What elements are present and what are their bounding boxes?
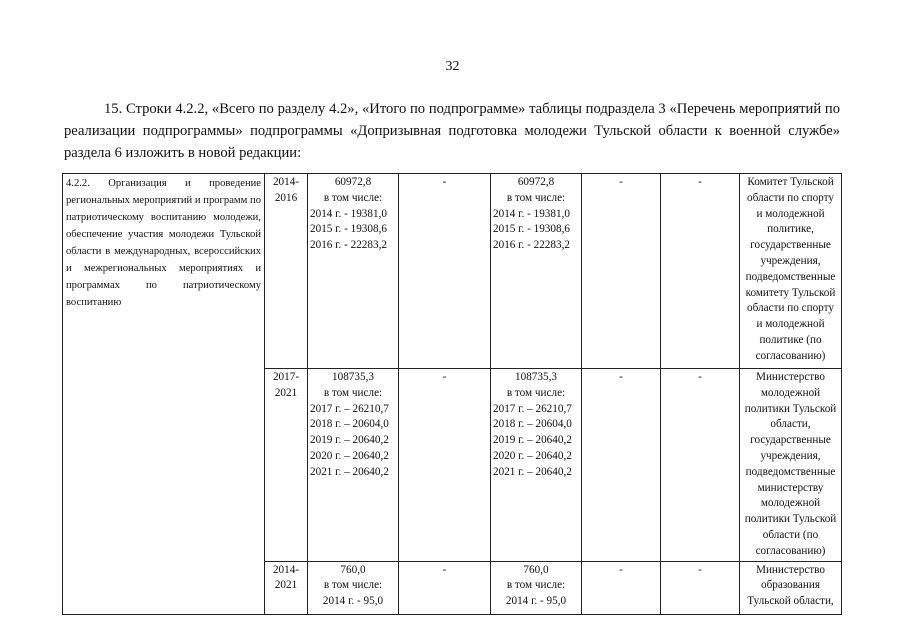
amount-year-item: 2014 г. - 19381,0 — [310, 207, 387, 220]
amount-subtitle: в том числе: — [506, 579, 566, 592]
years-cell: 2017-2021 — [265, 369, 308, 562]
amount-year-item: 2018 г. – 20604,0 — [493, 418, 572, 431]
amount-year-item: 2017 г. – 26210,7 — [493, 402, 572, 415]
executor-cell: Комитет Тульской области по спорту и молодежной политике, государственные учреждения, подведомственные комитету Тульской области по спорту и молодежной политике (по согласованию) — [740, 174, 842, 369]
dash-cell: - — [661, 369, 740, 562]
executor-cell: Министерство образования Тульской области, — [740, 561, 842, 614]
years-cell: 2014-2021 — [265, 561, 308, 614]
dash-cell: - — [399, 174, 491, 369]
amount-cell — [491, 369, 582, 562]
amount-year-item: 2021 г. – 20640,2 — [310, 465, 389, 478]
amount-subtitle: в том числе: — [506, 386, 566, 399]
amount-year-item: 2020 г. – 20640,2 — [310, 449, 389, 462]
page-number: 32 — [445, 59, 460, 74]
amount-cell — [308, 174, 399, 369]
amount-year-item: 2016 г. - 22283,2 — [310, 239, 387, 252]
amount-year-item: 2019 г. – 20640,2 — [310, 434, 389, 447]
dash-cell: - — [582, 561, 661, 614]
amount-total: 60972,8 — [334, 176, 372, 188]
amount-subtitle: в том числе: — [506, 191, 566, 204]
intro-paragraph: 15. Строки 4.2.2, «Всего по разделу 4.2», «Итого по подпрограмме» таблицы подраздела 3 «Перечень мероприятий по реализации подпрограммы» подпрограммы «Допризывная подготовка молодежи Тульской области к военной службе» раздела 6 изложить в новой редакции: — [64, 101, 840, 161]
amount-subtitle: в том числе: — [323, 386, 383, 399]
amount-cell — [491, 561, 582, 614]
dash-cell: - — [661, 561, 740, 614]
dash-cell: - — [582, 174, 661, 369]
amount-total: 108735,3 — [332, 371, 374, 383]
amount-subtitle: в том числе: — [323, 191, 383, 204]
amount-year-item: 2020 г. – 20640,2 — [493, 449, 572, 462]
amount-year-item: 2015 г. - 19308,6 — [493, 223, 570, 236]
amount-cell — [491, 174, 582, 369]
amount-year-item: 2015 г. - 19308,6 — [310, 223, 387, 236]
amount-year-item: 2014 г. - 19381,0 — [493, 207, 570, 220]
activity-name-cell: 4.2.2. Организация и проведение региональных мероприятий и программ по патриотическому воспитанию молодежи, обеспечение участия молодежи Тульской области в международных, всероссийских и межрегиональных мероприятиях и программах по патриотическому воспитанию — [63, 174, 265, 615]
amount-cell — [308, 561, 399, 614]
amount-year-item: 2021 г. – 20640,2 — [493, 465, 572, 478]
amount-year-item: 2014 г. - 95,0 — [322, 595, 384, 608]
amount-subtitle: в том числе: — [323, 579, 383, 592]
dash-cell: - — [399, 369, 491, 562]
dash-cell: - — [399, 561, 491, 614]
amount-cell — [308, 369, 399, 562]
activities-table — [62, 173, 842, 615]
amount-total: 760,0 — [340, 563, 366, 576]
amount-year-item: 2018 г. – 20604,0 — [310, 418, 389, 431]
table-row — [63, 174, 842, 369]
amount-total: 108735,3 — [515, 371, 557, 383]
amount-year-item: 2014 г. - 95,0 — [505, 595, 567, 608]
amount-year-item: 2017 г. – 26210,7 — [310, 402, 389, 415]
years-cell: 2014-2016 — [265, 174, 308, 369]
amount-year-item: 2016 г. - 22283,2 — [493, 239, 570, 252]
dash-cell: - — [661, 174, 740, 369]
executor-cell: Министерство молодежной политики Тульской области, государственные учреждения, подведомственные министерству молодежной политики Тульской области (по согласованию) — [740, 369, 842, 562]
amount-total: 60972,8 — [517, 176, 555, 188]
amount-total: 760,0 — [523, 563, 549, 576]
amount-year-item: 2019 г. – 20640,2 — [493, 434, 572, 447]
dash-cell: - — [582, 369, 661, 562]
